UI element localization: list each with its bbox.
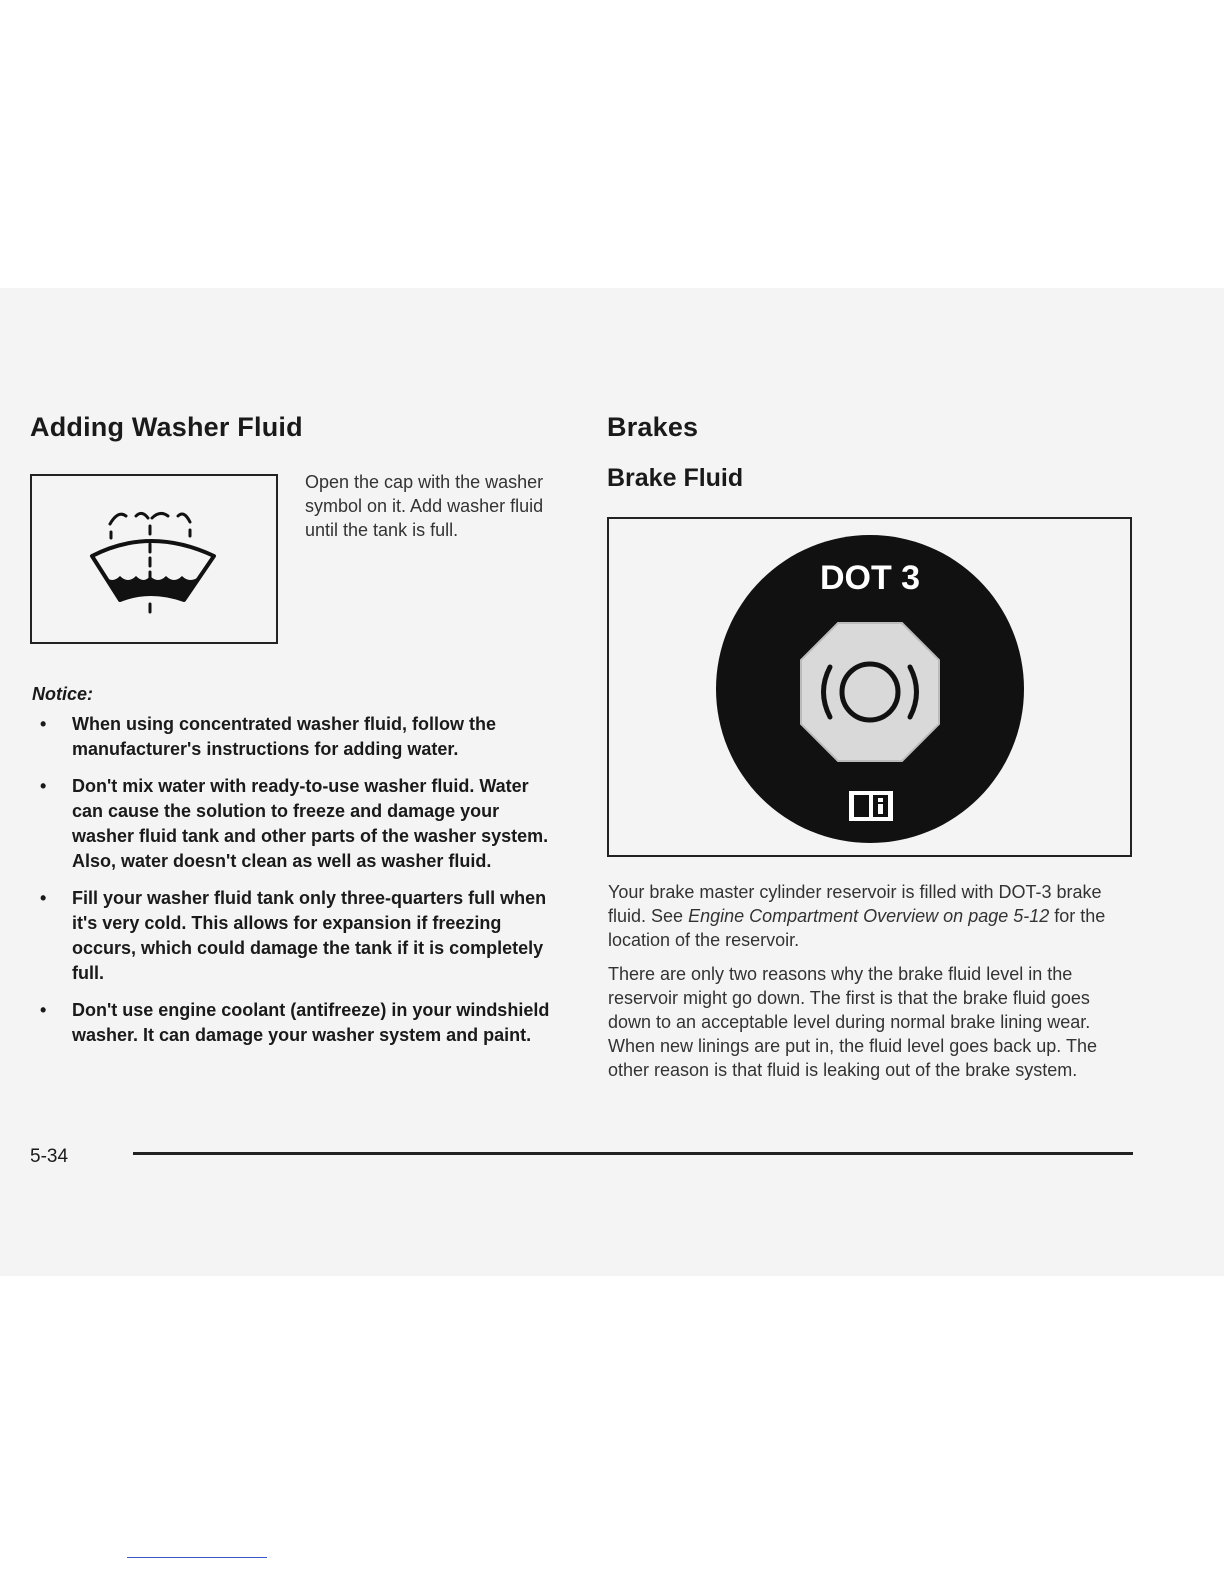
notice-label: Notice: — [32, 684, 94, 704]
footer-rule — [133, 1152, 1133, 1155]
dot3-label: DOT 3 — [819, 559, 921, 597]
engine-compartment-reference: Engine Compartment Overview on page 5-12 — [688, 906, 1050, 926]
list-item: • Fill your washer fluid tank only three-quarters full when it's very cold. This allows for expansion if freezing occurs, which could damage the tank if it is completely full. — [30, 886, 560, 986]
washer-intro-text: Open the cap with the washer symbol on it. Add washer fluid until the tank is full. — [305, 472, 544, 540]
list-item: • Don't use engine coolant (antifreeze) in your windshield washer. It can damage your washer system and paint. — [30, 998, 560, 1048]
page-number: 5-34 — [30, 1146, 69, 1167]
section-heading-washer-fluid: Adding Washer Fluid — [30, 412, 303, 442]
brake-fluid-figure — [607, 517, 1132, 857]
list-item: • Don't mix water with ready-to-use washer fluid. Water can cause the solution to freeze and damage your washer fluid tank and other parts of the washer system. Also, water doesn't clean as well as washer fluid. — [30, 774, 560, 874]
windshield-washer-icon — [32, 476, 276, 642]
washer-symbol-figure — [30, 474, 278, 644]
brake-fluid-paragraph-1 — [608, 880, 1133, 952]
notice-bullet-list — [30, 712, 560, 1060]
brake-fluid-cap-icon — [609, 519, 1130, 855]
brake-fluid-para1-end: for the location of the reservoir. — [608, 906, 1106, 950]
bottom-underline-mark — [127, 1557, 267, 1558]
section-heading-brakes: Brakes — [607, 412, 699, 442]
owner-manual-icon — [849, 791, 893, 821]
brake-fluid-para1-start: Your brake master cylinder reservoir is filled with DOT-3 brake fluid. See — [608, 882, 1102, 926]
subheading-brake-fluid: Brake Fluid — [607, 464, 744, 492]
list-item: • When using concentrated washer fluid, follow the manufacturer's instructions for adding water. — [30, 712, 560, 762]
brake-fluid-paragraph-2: There are only two reasons why the brake fluid level in the reservoir might go down. The first is that the brake fluid goes down to an acceptable level during normal brake lining wear. When new linings are put in, the fluid level goes back up. The other reason is that fluid is leaking out of the brake system. — [608, 964, 1097, 1080]
